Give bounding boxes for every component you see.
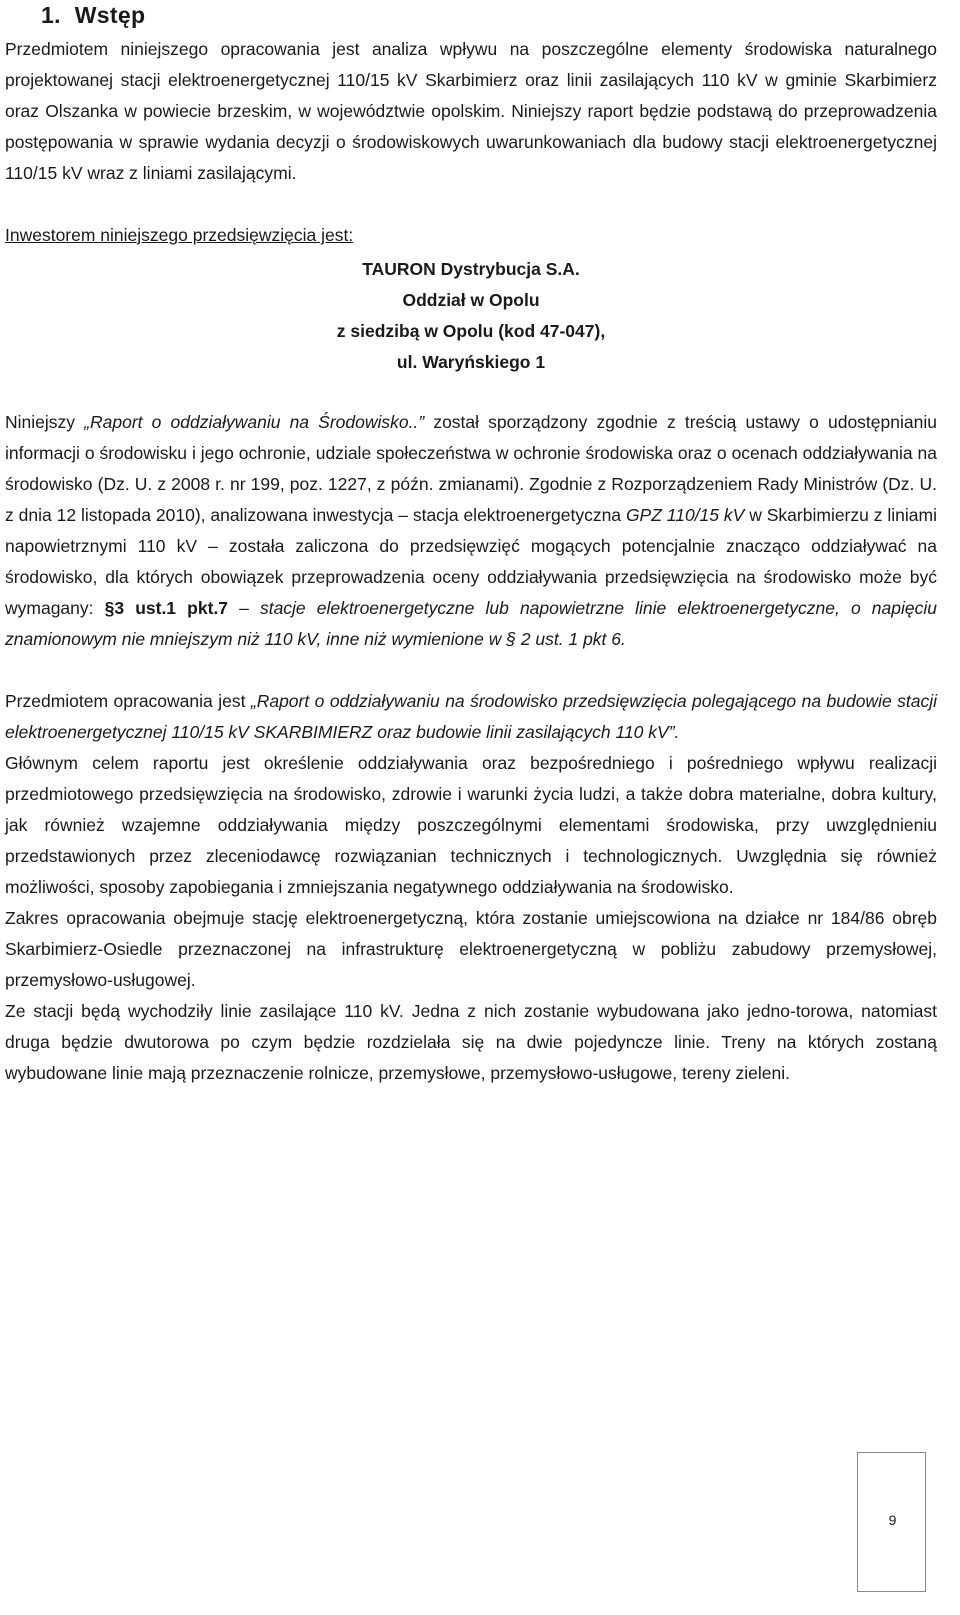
- lines-paragraph: Ze stacji będą wychodziły linie zasilające 110 kV. Jedna z nich zostanie wybudowana jako jedno-torowa, natomiast druga będzie dwutorowa po czym będzie rozdzielała się na dwie pojedyncze linie. Treny na których zostaną wybudowane linie mają przeznaczenie rolnicze, przemysłowe, przemysłowo-usługowe, tereny zieleni.: [5, 1001, 937, 1083]
- section-number: 1.: [41, 2, 61, 28]
- investor-branch: Oddział w Opolu: [402, 290, 540, 310]
- section-title: Wstęp: [74, 2, 146, 28]
- section-heading: [5, 0, 937, 30]
- investor-name: TAURON Dystrybucja S.A.: [362, 259, 580, 279]
- goal-paragraph: Głównym celem raportu jest określenie oddziaływania oraz bezpośredniego i pośredniego wpływu realizacji przedmiotowego przedsięwzięcia na środowisko, zdrowie i warunki życia ludzi, a także dobra materialne, dobra kultury, jak również wzajemne oddziaływania między poszczególnymi elementami środowiska, przy uwzględnieniu przedstawionych przez zleceniodawcę rozwiązanian technicznych i technologicznych. Uwzględnia się również możliwości, sposoby zapobiegania i zmniejszania negatywnego oddziaływania na środowisko.: [5, 753, 937, 897]
- document-page: [5, 0, 937, 1089]
- legal-basis-paragraph: Niniejszy „Raport o oddziaływaniu na Środowisko..” został sporządzony zgodnie z treścią ustawy o udostępnianiu informacji o środowisku i jego ochronie, udziale społeczeństwa w ochronie środowiska oraz o ocenach oddziaływania na środowisko (Dz. U. z 2008 r. nr 199, poz. 1227, z późn. zmianami). Zgodnie z Rozporządzeniem Rady Ministrów (Dz. U. z dnia 12 listopada 2010), analizowana inwestycja – stacja elektroenergetyczna GPZ 110/15 kV w Skarbimierzu z liniami napowietrznymi 110 kV – została zaliczona do przedsięwzięć mogących potencjalnie znacząco oddziaływać na środowisko, dla których obowiązek przeprowadzenia oceny oddziaływania przedsięwzięcia na środowisko może być wymagany: §3 ust.1 pkt.7 – stacje elektroenergetyczne lub napowietrzne linie elektroenergetyczne, o napięciu znamionowym nie mniejszym niż 110 kV, inne niż wymienione w § 2 ust. 1 pkt 6.: [5, 412, 937, 649]
- intro-paragraph: Przedmiotem niniejszego opracowania jest analiza wpływu na poszczególne elementy środowiska naturalnego projektowanej stacji elektroenergetycznej 110/15 kV Skarbimierz oraz linii zasilających 110 kV w gminie Skarbimierz oraz Olszanka w powiecie brzeskim, w województwie opolskim. Niniejszy raport będzie podstawą do przeprowadzenia postępowania w sprawie wydania decyzji o środowiskowych uwarunkowaniach dla budowy stacji elektroenergetycznej 110/15 kV wraz z liniami zasilającymi.: [5, 39, 937, 183]
- investor-block: [5, 254, 937, 378]
- page-number: 9: [888, 1512, 897, 1528]
- page-number-box: [857, 1452, 926, 1592]
- investor-seat: z siedzibą w Opolu (kod 47-047),: [336, 321, 606, 341]
- investor-label: Inwestorem niniejszego przedsięwzięcia jest:: [5, 225, 354, 245]
- investor-street: ul. Waryńskiego 1: [396, 352, 546, 372]
- scope-paragraph: Zakres opracowania obejmuje stację elektroenergetyczną, która zostanie umiejscowiona na działce nr 184/86 obręb Skarbimierz-Osiedle przeznaczonej na infrastrukturę elektroenergetyczną w pobliżu zabudowy przemysłowej, przemysłowo-usługowej.: [5, 908, 937, 990]
- subject-paragraph: Przedmiotem opracowania jest „Raport o oddziaływaniu na środowisko przedsięwzięcia polegającego na budowie stacji elektroenergetycznej 110/15 kV SKARBIMIERZ oraz budowie linii zasilających 110 kV”.: [5, 691, 937, 742]
